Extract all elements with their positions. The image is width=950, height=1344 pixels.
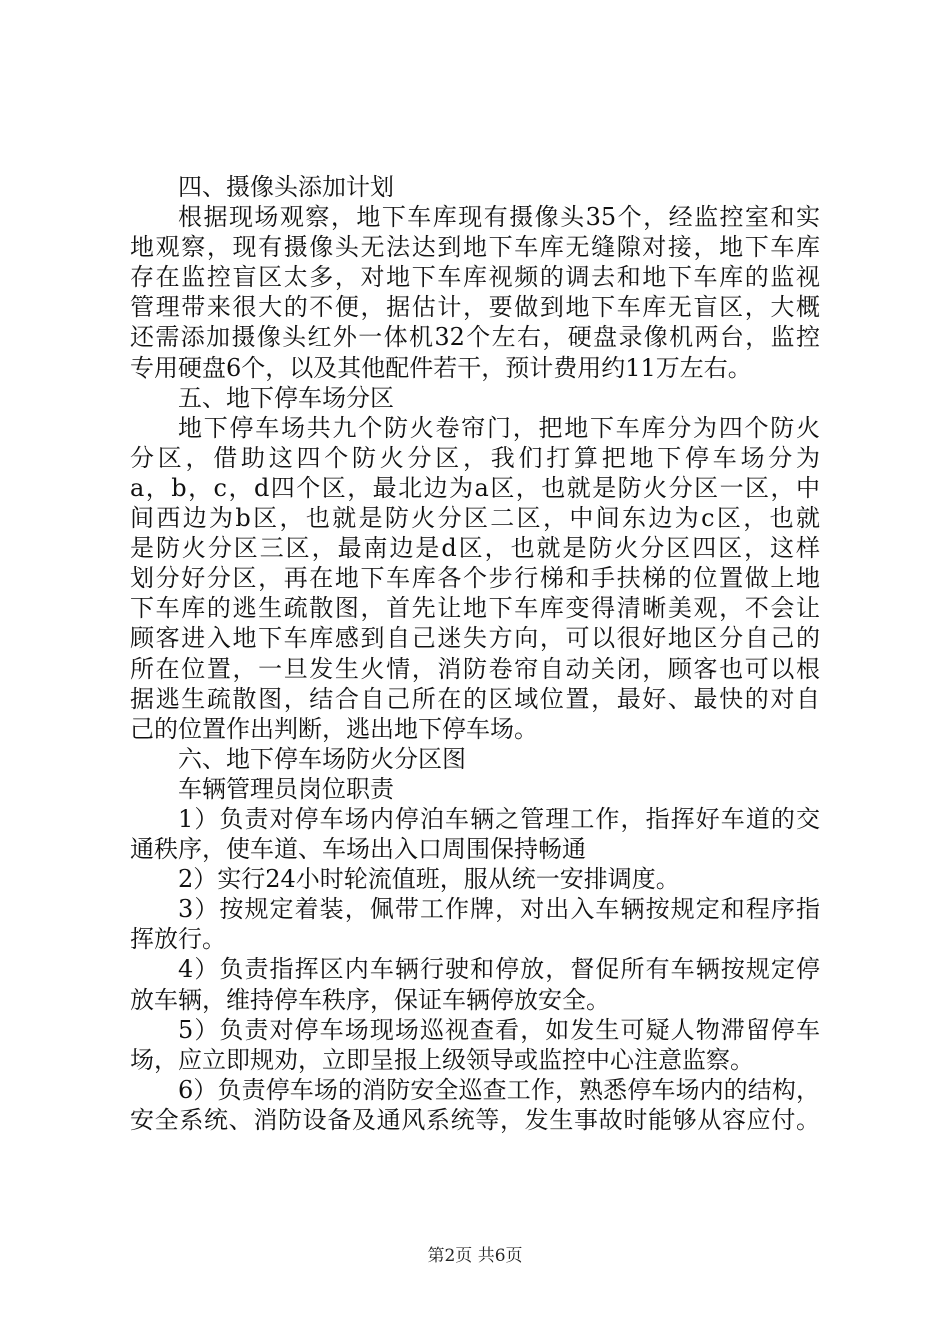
- text-line: 地下停车场共九个防火卷帘门，把地下车库分为四个防火: [178, 413, 820, 442]
- text-line: 1）负责对停车场内停泊车辆之管理工作，指挥好车道的交: [178, 804, 820, 833]
- page-footer: 第2页 共6页: [427, 1246, 523, 1266]
- text-line: 存在监控盲区太多，对地下车库视频的调去和地下车库的监视: [130, 263, 820, 292]
- text-line: 所在位置，一旦发生火情，消防卷帘自动关闭，顾客也可以根: [130, 654, 820, 683]
- text-line: 是防火分区三区，最南边是d区，也就是防火分区四区，这样: [130, 534, 820, 563]
- text-line: 3）按规定着装，佩带工作牌，对出入车辆按规定和程序指: [178, 895, 820, 924]
- text-line: 管理带来很大的不便，据估计，要做到地下车库无盲区，大概: [130, 293, 820, 322]
- text-line: 挥放行。: [130, 925, 226, 954]
- text-line: 2）实行24小时轮流值班，服从统一安排调度。: [178, 865, 680, 894]
- text-line: 通秩序，使车道、车场出入口周围保持畅通: [130, 835, 586, 864]
- text-line: 6）负责停车场的消防安全巡查工作，熟悉停车场内的结构，: [178, 1075, 820, 1104]
- text-line: 顾客进入地下车库感到自己迷失方向，可以很好地区分自己的: [130, 624, 820, 653]
- text-line: 己的位置作出判断，逃出地下停车场。: [130, 714, 538, 743]
- text-line: 放车辆，维持停车秩序，保证车辆停放安全。: [130, 985, 610, 1014]
- text-line: 4）负责指挥区内车辆行驶和停放，督促所有车辆按规定停: [178, 955, 820, 984]
- text-line: 场，应立即规劝，立即呈报上级领导或监控中心注意监察。: [130, 1045, 754, 1074]
- text-line: 还需添加摄像头红外一体机32个左右，硬盘录像机两台，监控: [130, 323, 820, 352]
- text-line: 四、摄像头添加计划: [178, 173, 394, 201]
- text-line: a，b，c，d四个区，最北边为a区，也就是防火分区一区，中: [130, 473, 820, 502]
- text-line: 五、地下停车场分区: [178, 383, 394, 412]
- text-line: 5）负责对停车场现场巡视查看，如发生可疑人物滞留停车: [178, 1015, 820, 1044]
- text-line: 据逃生疏散图，结合自己所在的区域位置，最好、最快的对自: [130, 684, 820, 713]
- text-line: 间西边为b区，也就是防火分区二区，中间东边为c区，也就: [130, 504, 820, 533]
- document-body: [130, 172, 820, 1135]
- text-line: 划分好分区，再在地下车库各个步行梯和手扶梯的位置做上地: [130, 564, 820, 593]
- text-line: 车辆管理员岗位职责: [178, 774, 394, 803]
- text-line: 地观察，现有摄像头无法达到地下车库无缝隙对接，地下车库: [130, 233, 820, 262]
- text-line: 安全系统、消防设备及通风系统等，发生事故时能够从容应付。: [130, 1105, 820, 1134]
- text-line: 分区，借助这四个防火分区，我们打算把地下停车场分为: [130, 443, 820, 472]
- text-line: 根据现场观察，地下车库现有摄像头35个，经监控室和实: [178, 203, 820, 232]
- text-line: 六、地下停车场防火分区图: [178, 744, 466, 773]
- text-line: 专用硬盘6个，以及其他配件若干，预计费用约11万左右。: [130, 353, 752, 382]
- text-line: 下车库的逃生疏散图，首先让地下车库变得清晰美观，不会让: [130, 594, 820, 623]
